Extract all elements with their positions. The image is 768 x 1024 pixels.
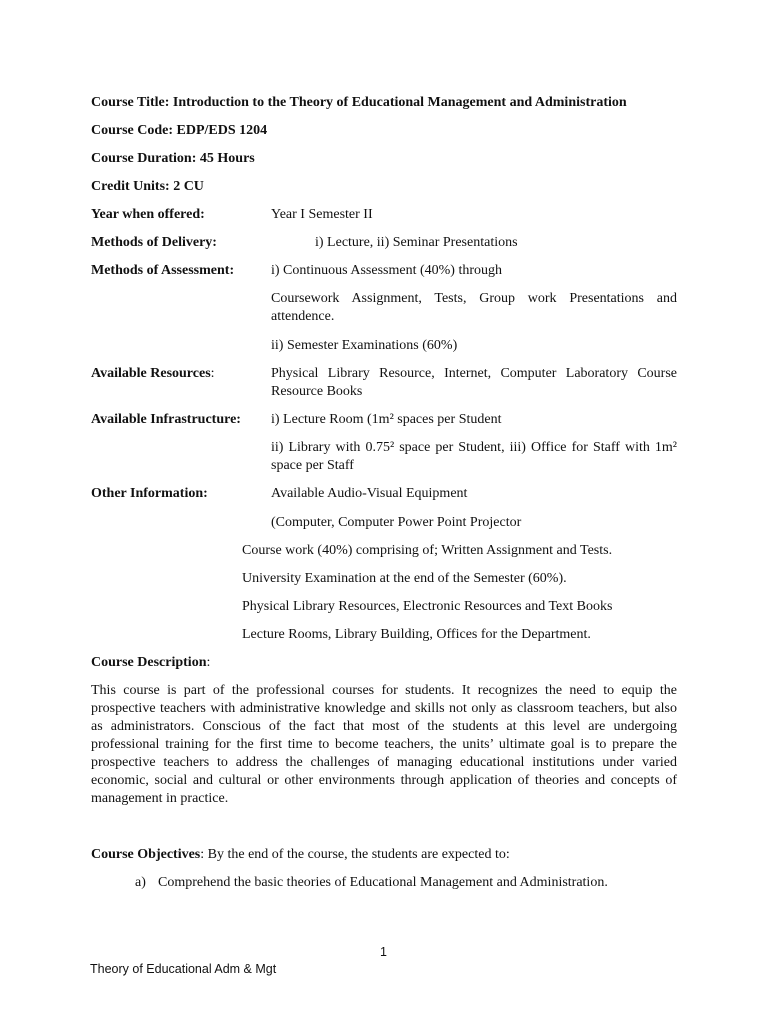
page-number: 1 [380,945,387,959]
infrastructure-line-2: ii) Library with 0.75² space per Student, iii) Office for Staff with 1m² space per Staff [271,440,677,473]
course-title-label: Course Title: [91,95,170,110]
credit-units-line [91,178,204,196]
course-code-value: EDP/EDS 1204 [176,123,268,138]
course-duration-line [91,150,255,168]
infrastructure-label: Available Infrastructure: [91,412,241,427]
extra-line-library: Physical Library Resources, Electronic Resources and Text Books [242,599,613,614]
objectives-intro: : By the end of the course, the students are expected to: [200,847,510,862]
course-duration-value: 45 Hours [199,151,255,166]
course-title-line [91,94,627,112]
description-heading-line [91,654,210,672]
description-colon: : [206,655,211,670]
other-info-line-2: (Computer, Computer Power Point Projector [271,515,522,530]
year-offered-value: Year I Semester II [271,207,373,222]
resources-label-wrap [91,365,215,383]
other-info-line-1: Available Audio-Visual Equipment [271,486,468,501]
description-heading: Course Description [91,655,207,670]
course-code-label: Course Code: [91,123,174,138]
course-title-value: Introduction to the Theory of Educational Management and Administration [172,95,627,110]
assessment-line-2: Coursework Assignment, Tests, Group work Presentations and attendence. [271,291,677,324]
credit-units-label: Credit Units: [91,179,170,194]
description-body: This course is part of the professional courses for students. It recognizes the need to equip the prospective teachers with administrative knowledge and skills not only as classroom teachers, but also as administrators. Conscious of the fact that most of the students at this level are undergoing professional training for the first time to become teachers, the units’ ultimate goal is to prepare the prospective teachers to address the challenges of managing educational institutions under varied economic, social and cultural or other environments through application of theories and concepts of management in practice. [91,683,677,806]
extra-line-rooms: Lecture Rooms, Library Building, Offices for the Department. [242,627,591,642]
running-footer-title: Theory of Educational Adm & Mgt [90,962,277,976]
objective-a-marker: a) [135,875,146,890]
assessment-line-1: i) Continuous Assessment (40%) through [271,263,502,278]
assessment-label: Methods of Assessment: [91,263,235,278]
course-duration-label: Course Duration: [91,151,197,166]
delivery-value: i) Lecture, ii) Seminar Presentations [315,235,518,250]
extra-line-exam: University Examination at the end of the Semester (60%). [242,571,567,586]
infrastructure-line-1: i) Lecture Room (1m² spaces per Student [271,412,502,427]
resources-label: Available Resources [91,366,211,381]
resources-colon: : [210,366,215,381]
extra-line-coursework: Course work (40%) comprising of; Written Assignment and Tests. [242,543,613,558]
objectives-heading: Course Objectives [91,847,201,862]
objectives-line [91,846,510,864]
year-offered-label: Year when offered: [91,207,205,222]
resources-value: Physical Library Resource, Internet, Computer Laboratory Course Resource Books [271,366,677,399]
other-info-label: Other Information: [91,486,208,501]
course-code-line [91,122,267,140]
objective-a-text: Comprehend the basic theories of Educational Management and Administration. [158,875,608,890]
assessment-line-3: ii) Semester Examinations (60%) [271,338,458,353]
credit-units-value: 2 CU [173,179,204,194]
delivery-label: Methods of Delivery: [91,235,217,250]
